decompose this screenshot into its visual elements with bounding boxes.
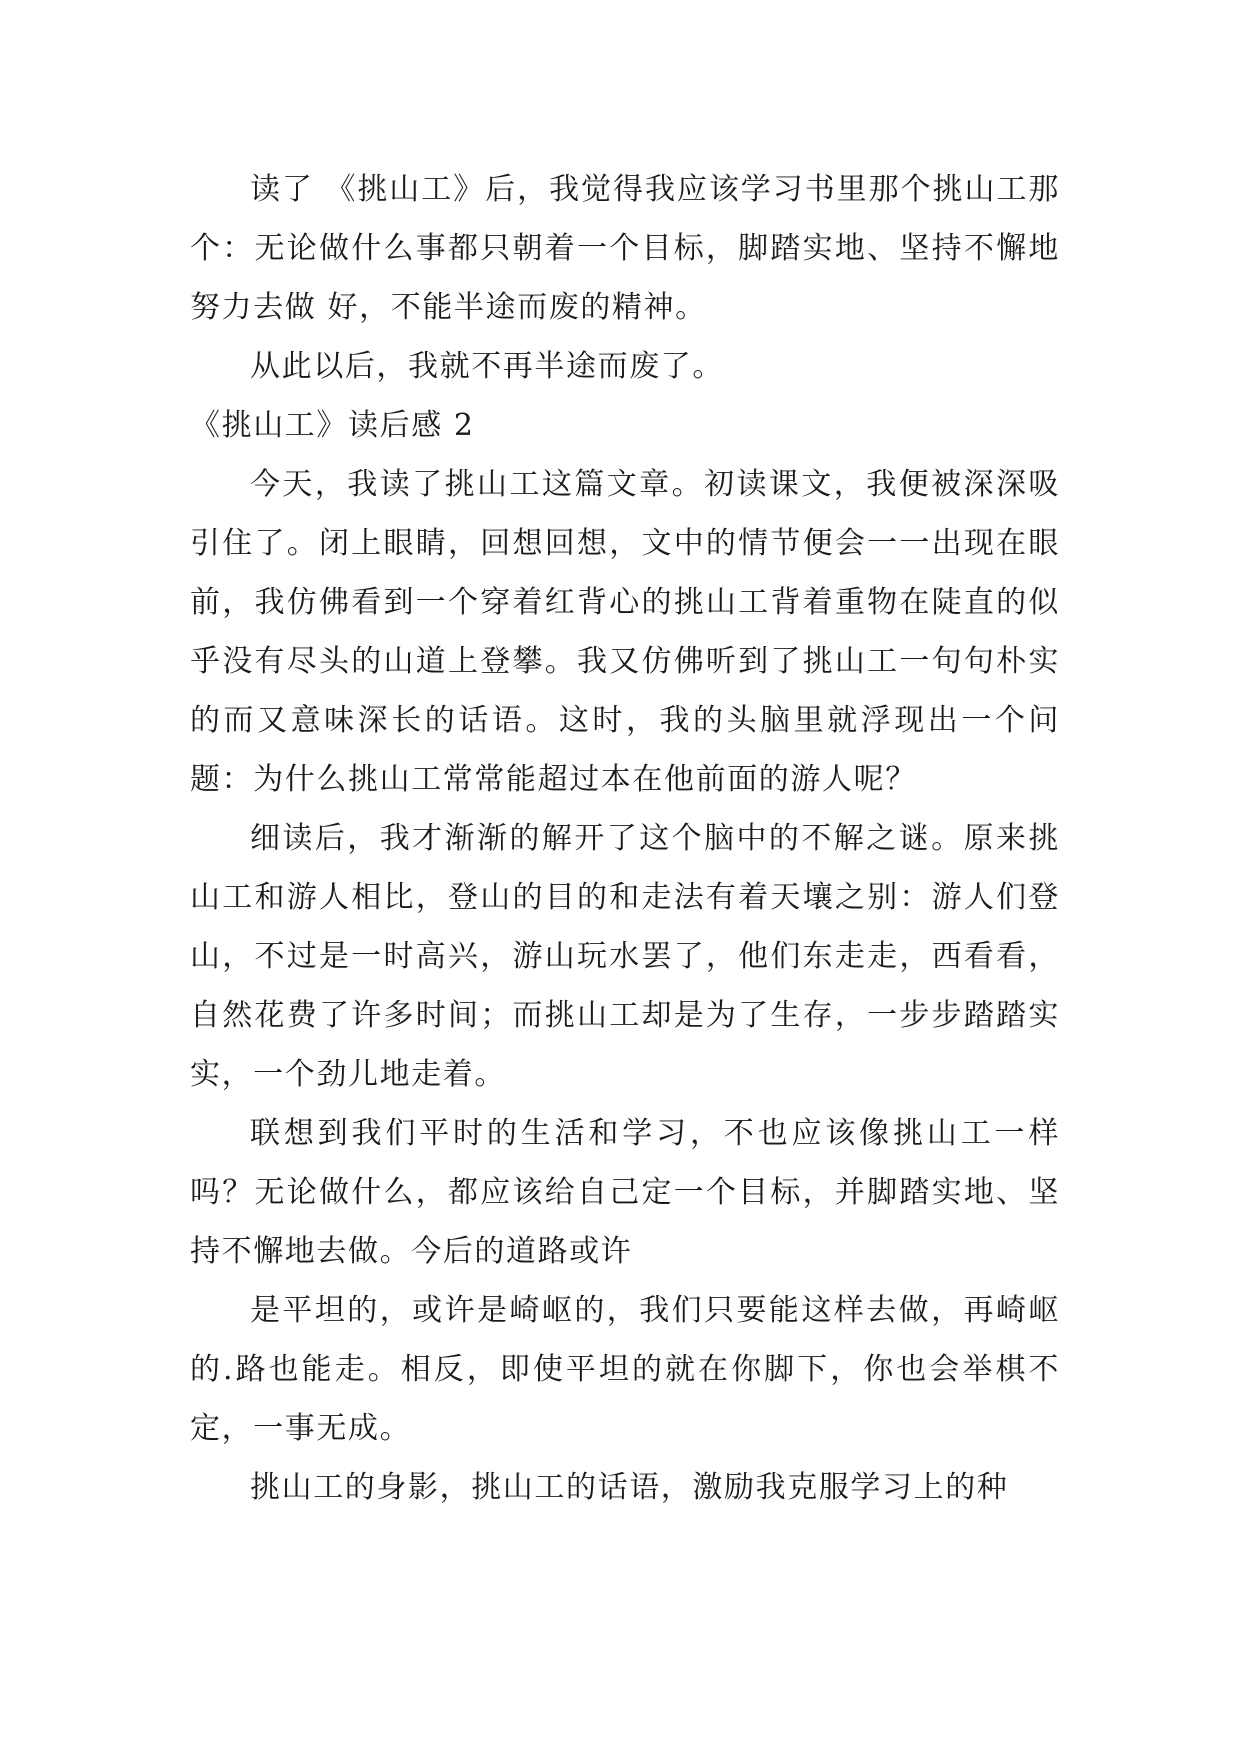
- paragraph-4: 细读后，我才渐渐的解开了这个脑中的不解之谜。原来挑山工和游人相比，登山的目的和走法有着天壤之别：游人们登山，不过是一时高兴，游山玩水罢了，他们东走走，西看看，自然花费了许多时间；而挑山工却是为了生存，一步步踏踏实实，一个劲儿地走着。: [190, 821, 1060, 1092]
- paragraph-7: 挑山工的身影，挑山工的话语，激励我克服学习上的种: [250, 1470, 1009, 1505]
- document-body: [190, 160, 1060, 1517]
- paragraph-5: 联想到我们平时的生活和学习，不也应该像挑山工一样吗？无论做什么，都应该给自己定一个目标，并脚踏实地、坚持不懈地去做。今后的道路或许: [190, 1116, 1060, 1269]
- paragraph-6: 是平坦的，或许是崎岖的，我们只要能这样去做，再崎岖的.路也能走。相反，即使平坦的就在你脚下，你也会举棋不定，一事无成。: [190, 1293, 1060, 1446]
- paragraph-1: 读了 《挑山工》后，我觉得我应该学习书里那个挑山工那个：无论做什么事都只朝着一个目标，脚踏实地、坚持不懈地努力去做 好，不能半途而废的精神。: [190, 172, 1060, 325]
- paragraph-3: 今天，我读了挑山工这篇文章。初读课文，我便被深深吸引住了。闭上眼睛，回想回想，文中的情节便会一一出现在眼前，我仿佛看到一个穿着红背心的挑山工背着重物在陡直的似乎没有尽头的山道上登攀。我又仿佛听到了挑山工一句句朴实的而又意味深长的话语。这时，我的头脑里就浮现出一个问题：为什么挑山工常常能超过本在他前面的游人呢？: [190, 467, 1060, 797]
- section-heading: 《挑山工》读后感 2: [190, 408, 475, 443]
- paragraph-2: 从此以后，我就不再半途而废了。: [250, 349, 724, 384]
